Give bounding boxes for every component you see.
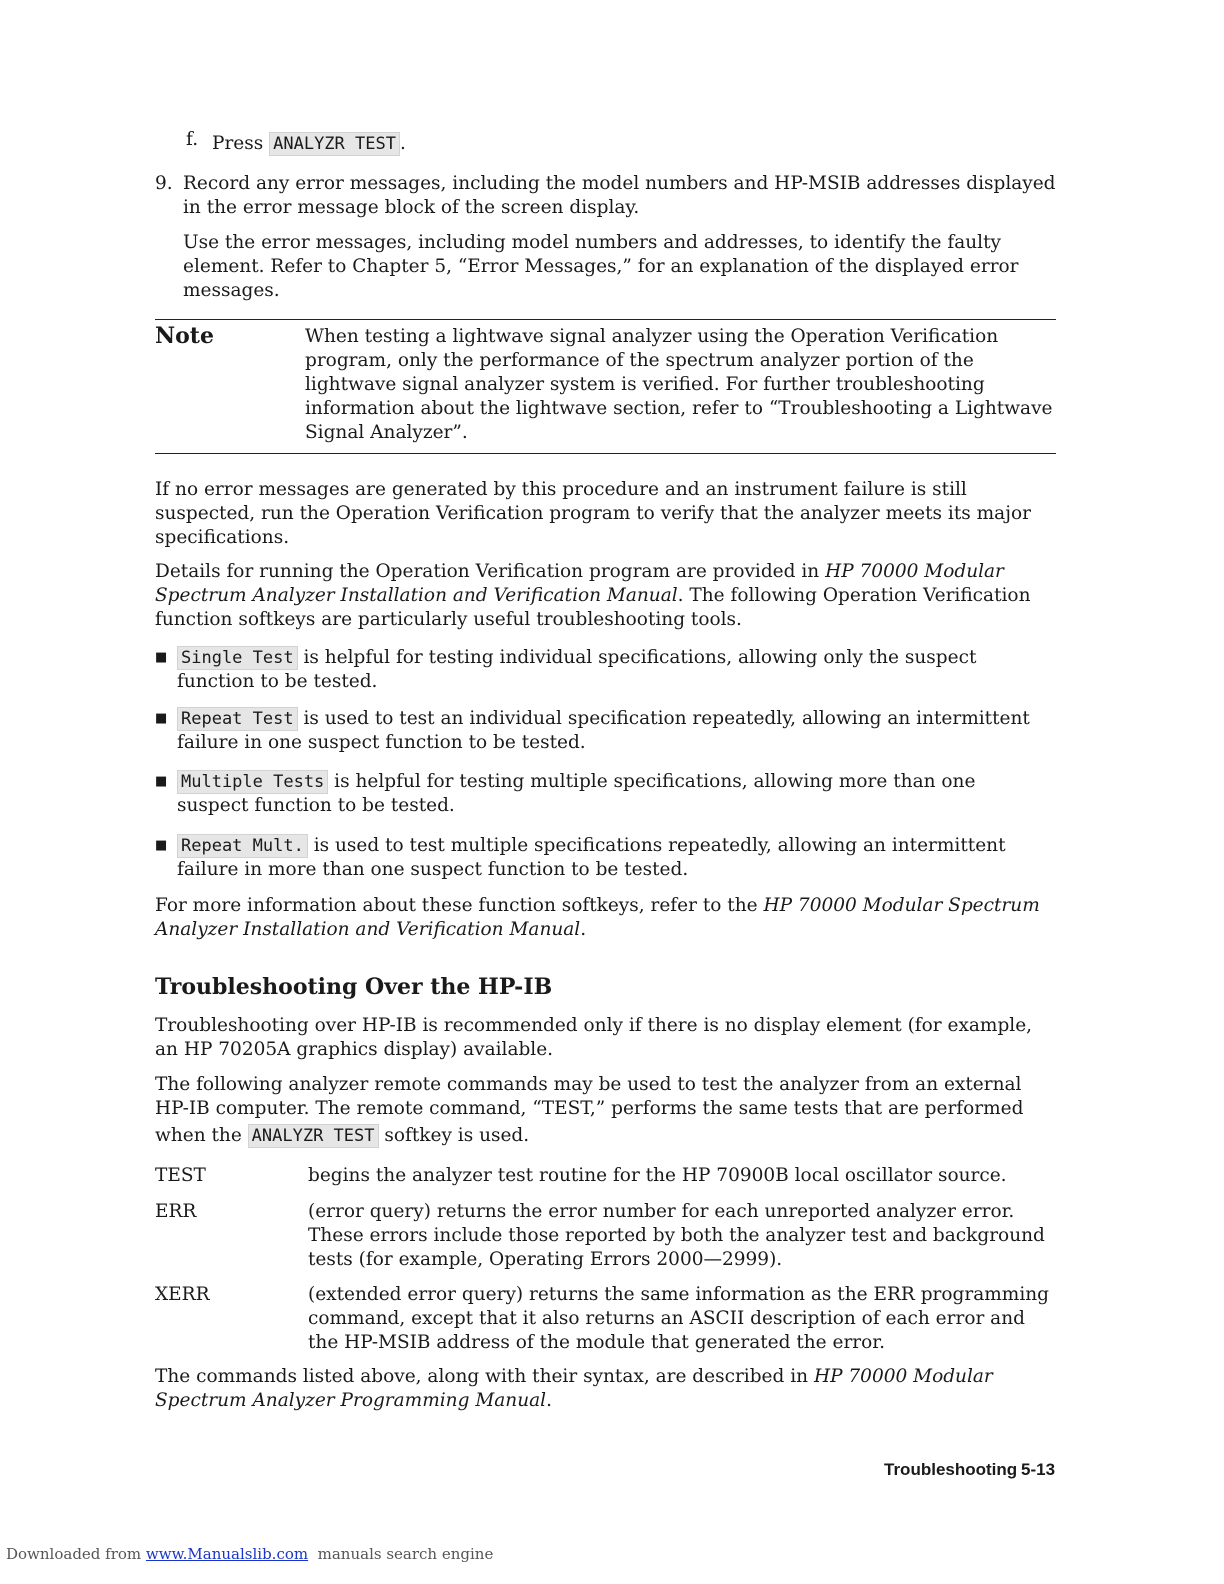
repeat-test-softkey: Repeat Test [177,707,298,731]
single-test-softkey: Single Test [177,646,298,670]
manual-title: Spectrum Analyzer Installation and Verification Manual [155,585,678,606]
bullet-repeat-mult: Repeat Mult. is used to test multiple specifications repeatedly, allowing an intermittent failure in more than one suspect function to be tested. [177,835,1006,880]
step-9-number: 9. [155,173,173,194]
bullet-multiple-tests: Multiple Tests is helpful for testing multiple specifications, allowing more than one suspect function to be tested. [177,771,976,816]
note-top-rule [155,319,1056,320]
paragraph-details: Details for running the Operation Verification program are provided in HP 70000 Modular Spectrum Analyzer Installation and Verification Manual. The following Operation Verification function softkeys are particularly useful troubleshooting tools. [155,561,1031,630]
manual-title: HP 70000 Modular [813,1366,993,1387]
bullet-icon: ■ [155,774,168,789]
bullet-icon: ■ [155,650,168,665]
command-def-xerr: (extended error query) returns the same information as the ERR programming command, except that it also returns an ASCII description of each error and the HP-MSIB address of the module that generated the error. [308,1284,1049,1353]
note-body: When testing a lightwave signal analyzer using the Operation Verification program, only the performance of the spectrum analyzer portion of the lightwave signal analyzer system is verified. For further troubleshooting information about the lightwave section, refer to “Troubleshooting a Lightwave Signal Analyzer”. [305,326,1053,443]
analyzr-test-softkey: ANALYZR TEST [269,132,400,156]
manual-title: Analyzer Installation and Verification Manual [155,919,581,940]
manual-title: Spectrum Analyzer Programming Manual [155,1390,547,1411]
note-label: Note [155,323,214,349]
note-bottom-rule [155,453,1056,454]
command-term-err: ERR [155,1201,197,1222]
paragraph-hpib: Troubleshooting over HP-IB is recommended only if there is no display element (for example, an HP 70205A graphics display) available. [155,1015,1033,1060]
paragraph-final: The commands listed above, along with their syntax, are described in HP 70000 Modular Spectrum Analyzer Programming Manual. [155,1366,993,1411]
manual-title: HP 70000 Modular [825,561,1004,582]
manual-title: HP 70000 Modular Spectrum [763,895,1040,916]
section-heading: Troubleshooting Over the HP-IB [155,974,553,1000]
command-def-test: begins the analyzer test routine for the HP 70900B local oscillator source. [308,1165,1007,1186]
command-def-err: (error query) returns the error number for each unreported analyzer error. These errors include those reported by both the analyzer test and background tests (for example, Operating Errors 2000—2999). [308,1201,1045,1270]
footer-section: Troubleshooting [884,1460,1018,1479]
command-term-xerr: XERR [155,1284,210,1305]
repeat-mult-softkey: Repeat Mult. [177,834,308,858]
bullet-single-test: Single Test is helpful for testing individual specifications, allowing only the suspect function to be tested. [177,647,977,692]
step-f: Press ANALYZR TEST . [212,133,406,154]
step-9: Record any error messages, including the model numbers and HP-MSIB addresses displayed in the error message block of the screen display. [183,173,1056,218]
step-9-paragraph: Use the error messages, including model numbers and addresses, to identify the faulty element. Refer to Chapter 5, “Error Messages,” for an explanation of the displayed error messages. [183,232,1019,301]
manualslib-link[interactable]: www.Manualslib.com [145,1545,309,1563]
bullet-repeat-test: Repeat Test is used to test an individual specification repeatedly, allowing an intermittent failure in one suspect function to be tested. [177,708,1030,753]
paragraph-no-error: If no error messages are generated by this procedure and an instrument failure is still suspected, run the Operation Verification program to verify that the analyzer meets its major specifications. [155,479,1031,548]
bullet-icon: ■ [155,838,168,853]
paragraph-more-info: For more information about these function softkeys, refer to the HP 70000 Modular Spectrum Analyzer Installation and Verification Manual. [155,895,1040,940]
footer-page-number: 5-13 [1021,1460,1056,1479]
paragraph-commands: The following analyzer remote commands may be used to test the analyzer from an external HP-IB computer. The remote command, “TEST,” performs the same tests that are performed when the ANALYZR TEST softkey is used. [155,1074,1024,1146]
download-banner: Downloaded from www.Manualslib.com manuals search engine [6,1545,494,1563]
step-f-marker: f. [186,129,199,150]
command-term-test: TEST [155,1165,206,1186]
analyzr-test-softkey: ANALYZR TEST [248,1124,379,1148]
bullet-icon: ■ [155,711,168,726]
multiple-tests-softkey: Multiple Tests [177,770,328,794]
